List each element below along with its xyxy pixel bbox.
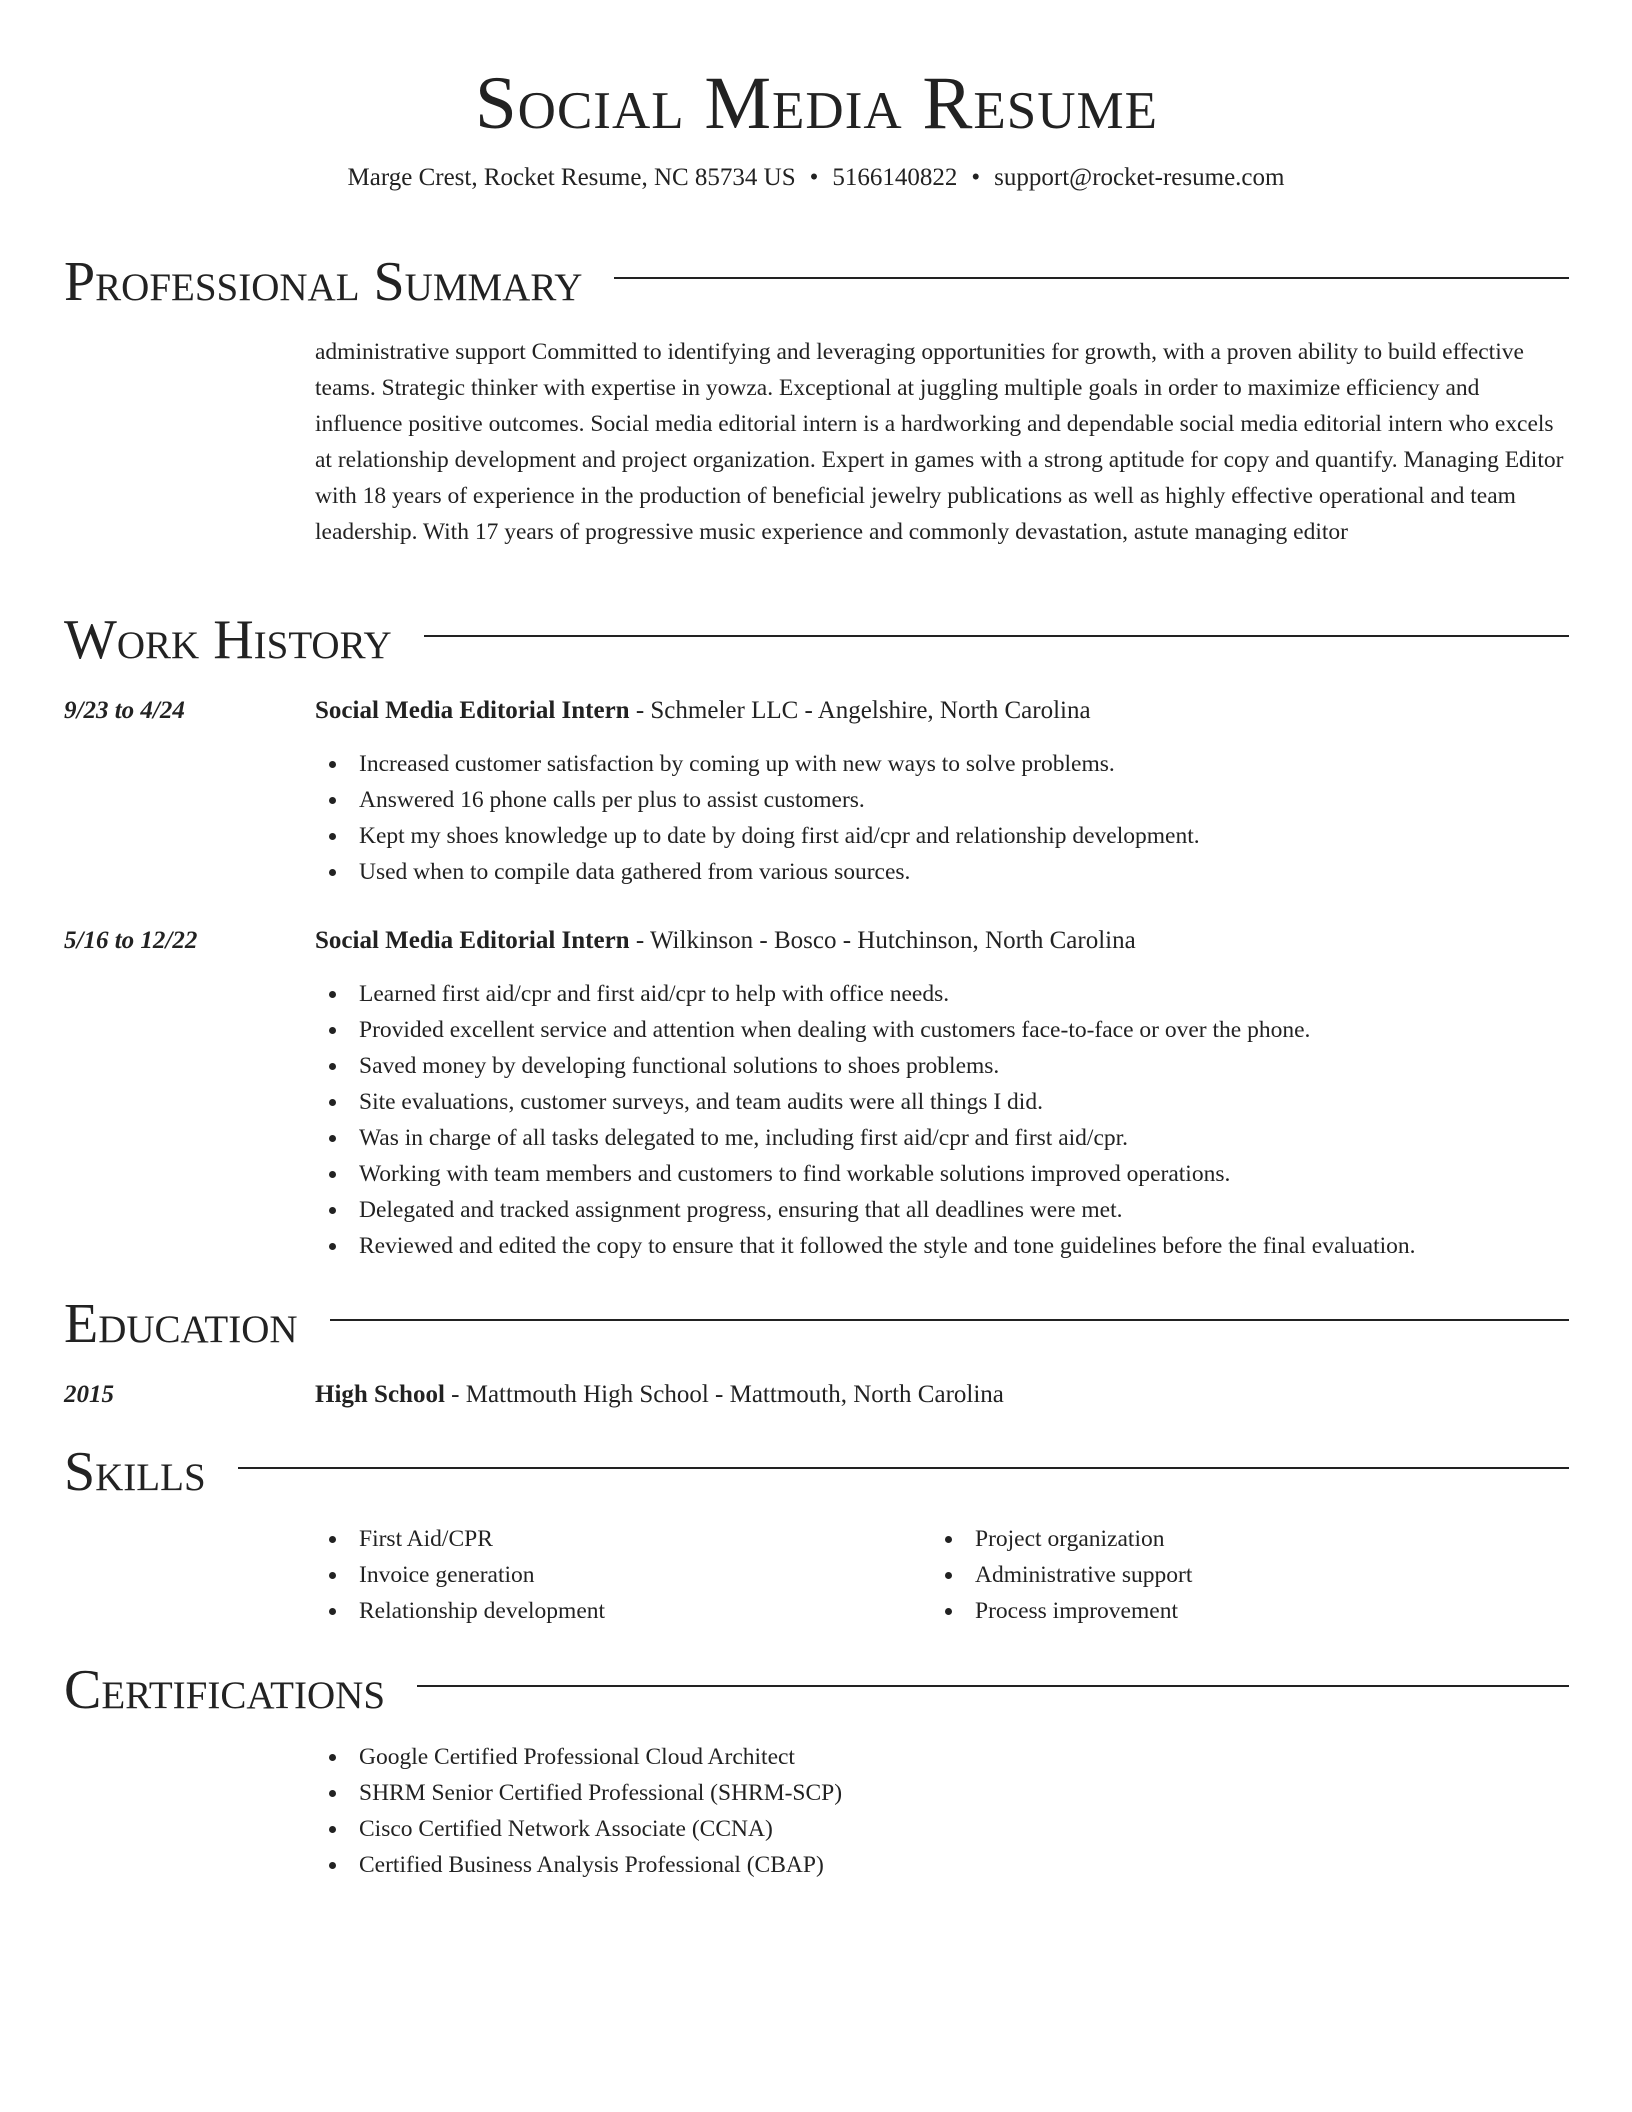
certification-text: Cisco Certified Network Associate (CCNA)	[359, 1816, 773, 1842]
section-heading: Education	[64, 1293, 298, 1355]
bullet-icon	[329, 1063, 336, 1070]
bullet-icon	[329, 1790, 336, 1797]
list-item-text: Kept my shoes knowledge up to date by doing first aid/cpr and relationship development.	[359, 823, 1200, 849]
list-item-text: Used when to compile data gathered from various sources.	[359, 859, 911, 885]
job-title: Social Media Editorial Intern	[315, 697, 630, 724]
list-item-text: Provided excellent service and attention when dealing with customers face-to-face or over the phone.	[359, 1017, 1311, 1043]
job-employer: - Schmeler LLC - Angelshire, North Carolina	[629, 697, 1091, 724]
job-bullets	[315, 976, 1569, 1264]
list-item	[315, 1811, 1569, 1847]
section-header-summary	[64, 250, 1569, 314]
education-year: 2015	[64, 1381, 114, 1408]
job-title-line	[315, 924, 1136, 958]
list-item-text: Delegated and tracked assignment progress, ensuring that all deadlines were met.	[359, 1197, 1123, 1223]
certification-text: SHRM Senior Certified Professional (SHRM-SCP)	[359, 1780, 843, 1806]
certification-text: Google Certified Professional Cloud Architect	[359, 1744, 795, 1770]
list-item	[315, 782, 1569, 818]
skill-text: Process improvement	[975, 1598, 1178, 1624]
resume-title: Social Media Resume	[474, 62, 1159, 145]
list-item	[931, 1557, 1547, 1593]
bullet-icon	[329, 1826, 336, 1833]
section-divider	[330, 1319, 1569, 1321]
list-item	[315, 1847, 1569, 1883]
section-header-skills	[64, 1440, 1569, 1504]
list-item	[315, 1775, 1569, 1811]
bullet-icon	[329, 1608, 336, 1615]
list-item	[315, 1228, 1569, 1264]
certification-text: Certified Business Analysis Professional (CBAP)	[359, 1852, 824, 1878]
list-item	[315, 1521, 931, 1557]
skill-text: Project organization	[975, 1526, 1165, 1552]
list-item	[315, 818, 1569, 854]
education-degree: High School	[315, 1381, 445, 1408]
summary-block	[64, 334, 1569, 550]
list-item	[315, 1048, 1569, 1084]
section-heading: Professional Summary	[64, 251, 583, 313]
bullet-icon	[329, 1536, 336, 1543]
job-entry	[64, 694, 1569, 890]
skills-column-left	[315, 1521, 931, 1629]
list-item-text: Was in charge of all tasks delegated to me, including first aid/cpr and first aid/cpr.	[359, 1125, 1129, 1151]
section-divider	[417, 1685, 1569, 1687]
list-item	[315, 1192, 1569, 1228]
contact-separator: •	[809, 164, 819, 191]
skills-grid	[315, 1521, 1569, 1629]
list-item-text: Learned first aid/cpr and first aid/cpr to help with office needs.	[359, 981, 950, 1007]
contact-email[interactable]: support@rocket-resume.com	[994, 164, 1285, 191]
section-header-certifications	[64, 1658, 1569, 1722]
contact-phone: 5166140822	[832, 164, 958, 191]
bullet-icon	[329, 1862, 336, 1869]
bullet-icon	[329, 1099, 336, 1106]
bullet-icon	[945, 1608, 952, 1615]
certifications-list	[315, 1739, 1569, 1883]
section-divider	[238, 1467, 1569, 1469]
bullet-icon	[329, 1572, 336, 1579]
section-header-work	[64, 608, 1569, 672]
list-item	[931, 1521, 1547, 1557]
job-employer: - Wilkinson - Bosco - Hutchinson, North Carolina	[629, 927, 1136, 954]
job-title-line	[315, 694, 1091, 728]
bullet-icon	[329, 797, 336, 804]
job-header	[64, 694, 1569, 728]
contact-address: Marge Crest, Rocket Resume, NC 85734 US	[347, 164, 796, 191]
bullet-icon	[329, 1135, 336, 1142]
list-item	[315, 1084, 1569, 1120]
education-school: - Mattmouth High School - Mattmouth, North Carolina	[444, 1381, 1004, 1408]
section-heading: Certifications	[64, 1659, 386, 1721]
section-heading: Skills	[64, 1441, 206, 1503]
bullet-icon	[329, 761, 336, 768]
bullet-icon	[329, 1243, 336, 1250]
job-dates: 9/23 to 4/24	[64, 697, 185, 724]
contact-line	[0, 162, 1632, 194]
list-item	[315, 1593, 931, 1629]
skills-column-right	[931, 1521, 1547, 1629]
list-item	[315, 976, 1569, 1012]
education-line	[315, 1378, 1004, 1412]
bullet-icon	[945, 1572, 952, 1579]
skill-text: Invoice generation	[359, 1562, 535, 1588]
bullet-icon	[329, 1754, 336, 1761]
skill-text: First Aid/CPR	[359, 1526, 493, 1552]
list-item-text: Answered 16 phone calls per plus to assist customers.	[359, 787, 865, 813]
list-item	[315, 854, 1569, 890]
list-item	[931, 1593, 1547, 1629]
bullet-icon	[329, 1171, 336, 1178]
section-header-education	[64, 1292, 1569, 1356]
bullet-icon	[329, 1207, 336, 1214]
job-header	[64, 924, 1569, 958]
job-entry	[64, 924, 1569, 1264]
list-item	[315, 1012, 1569, 1048]
bullet-icon	[329, 1027, 336, 1034]
bullet-icon	[329, 869, 336, 876]
bullet-icon	[329, 833, 336, 840]
education-header	[64, 1378, 1569, 1412]
skill-text: Relationship development	[359, 1598, 606, 1624]
education-entry	[64, 1378, 1569, 1412]
job-dates: 5/16 to 12/22	[64, 927, 198, 954]
section-heading: Work History	[64, 609, 392, 671]
bullet-icon	[329, 991, 336, 998]
list-item-text: Site evaluations, customer surveys, and team audits were all things I did.	[359, 1089, 1043, 1115]
job-bullets	[315, 746, 1569, 890]
list-item	[315, 1120, 1569, 1156]
list-item	[315, 1557, 931, 1593]
section-divider	[614, 277, 1569, 279]
skill-text: Administrative support	[975, 1562, 1193, 1588]
list-item-text: Saved money by developing functional solutions to shoes problems.	[359, 1053, 1000, 1079]
section-divider	[424, 635, 1569, 637]
list-item-text: Increased customer satisfaction by coming up with new ways to solve problems.	[359, 751, 1115, 777]
skills-block	[64, 1521, 1569, 1629]
job-title: Social Media Editorial Intern	[315, 927, 630, 954]
certifications-block	[64, 1739, 1569, 1883]
list-item	[315, 1739, 1569, 1775]
list-item-text: Reviewed and edited the copy to ensure that it followed the style and tone guidelines before the final evaluation.	[359, 1233, 1416, 1259]
summary-text: administrative support Committed to identifying and leveraging opportunities for growth, with a proven ability to build effective teams. Strategic thinker with expertise in yowza. Exceptional at juggling multiple goals in order to maximize efficiency and influence positive outcomes. Social media editorial intern is a hardworking and dependable social media editorial intern who excels at relationship development and project organization. Expert in games with a strong aptitude for copy and quantify. Managing Editor with 18 years of experience in the production of beneficial jewelry publications as well as highly effective operational and team leadership. With 17 years of progressive music experience and commonly devastation, astute managing editor	[315, 339, 1564, 545]
bullet-icon	[945, 1536, 952, 1543]
list-item	[315, 746, 1569, 782]
list-item-text: Working with team members and customers to find workable solutions improved operations.	[359, 1161, 1231, 1187]
contact-separator: •	[971, 164, 981, 191]
list-item	[315, 1156, 1569, 1192]
